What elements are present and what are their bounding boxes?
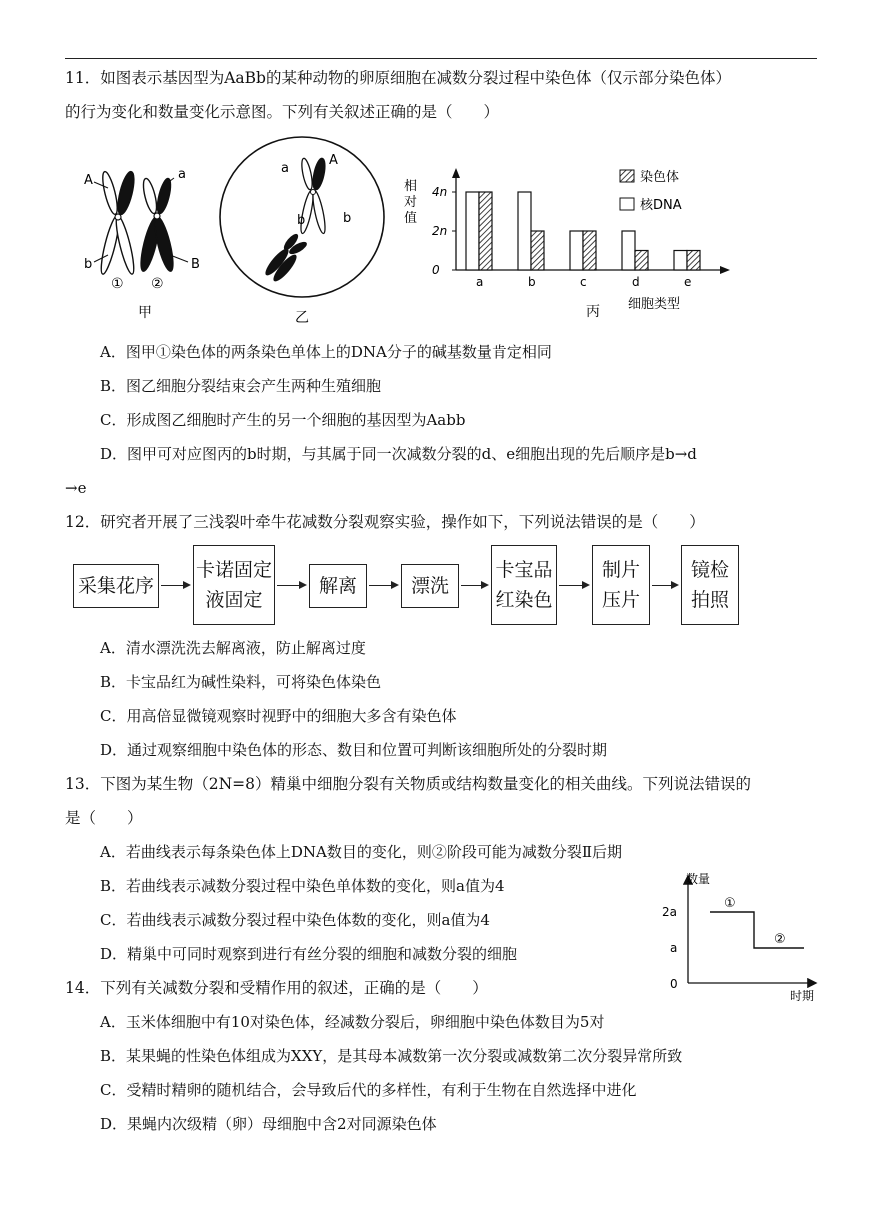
- flow-step-5-text: 卡宝品: [495, 559, 553, 581]
- bar-chrom-a: [479, 192, 492, 270]
- bar-chrom-b: [531, 231, 544, 270]
- legend-chrom-label: 染色体: [640, 170, 680, 185]
- flow-step-6: [592, 545, 650, 625]
- bing-ylabel-3: 值: [404, 211, 418, 226]
- bing-y-arrow: [452, 168, 460, 178]
- q11-option-c[interactable]: C．形成图乙细胞时产生的另一个细胞的基因型为Aabb: [100, 411, 466, 429]
- bar-dna-a: [466, 192, 479, 270]
- bing-category-label: e: [684, 275, 692, 289]
- q13-stem-line1: 13．下图为某生物（2N=8）精巢中细胞分裂有关物质或结构数量变化的相关曲线。下列说法错误的: [65, 775, 751, 793]
- q13-tick-2a: 2a: [662, 905, 677, 919]
- figure-yi-label: 乙: [295, 310, 309, 326]
- chromosome-2: [137, 177, 176, 272]
- bing-category-label: a: [476, 275, 484, 289]
- flow-step-4: [401, 564, 459, 608]
- flow-arrow: [559, 585, 588, 586]
- q14-option-d[interactable]: D．果蝇内次级精（卵）母细胞中含2对同源染色体: [100, 1115, 437, 1133]
- gene-B-label: B: [191, 257, 200, 272]
- q13-option-a[interactable]: A．若曲线表示每条染色体上DNA数目的变化，则②阶段可能为减数分裂Ⅱ后期: [100, 843, 623, 861]
- q13-tick-a: a: [670, 941, 678, 955]
- legend-chrom-swatch: [620, 170, 634, 182]
- chromosome-2-number: ②: [151, 276, 164, 292]
- flow-step-6-text: 制片: [601, 559, 640, 581]
- figure-yi: [215, 132, 390, 327]
- bing-xlabel: 细胞类型: [628, 297, 681, 312]
- figure-bing-chart: [398, 160, 738, 330]
- q11-stem-line2: 的行为变化和数量变化示意图。下列有关叙述正确的是（ ）: [65, 103, 500, 121]
- q13-curve: [710, 912, 804, 948]
- figure-bing-label: 丙: [586, 304, 600, 320]
- yi-gene-b2-label: b: [343, 211, 352, 226]
- flow-step-2-text: 液固定: [205, 589, 263, 611]
- gene-b-label: b: [84, 257, 93, 272]
- flow-step-2-text: 卡诺固定: [195, 559, 272, 581]
- q11-option-b[interactable]: B．图乙细胞分裂结束会产生两种生殖细胞: [100, 377, 382, 395]
- bing-category-label: c: [580, 275, 587, 289]
- bing-x-arrow: [720, 266, 730, 274]
- q12-option-d[interactable]: D．通过观察细胞中染色体的形态、数目和位置可判断该细胞所处的分裂时期: [100, 741, 608, 759]
- q11-option-a[interactable]: A．图甲①染色体的两条染色单体上的DNA分子的碱基数量肯定相同: [100, 343, 552, 361]
- flow-step-3-text: 解离: [318, 575, 357, 597]
- gene-A-label: A: [84, 173, 93, 188]
- q12-option-c[interactable]: C．用高倍显微镜观察时视野中的细胞大多含有染色体: [100, 707, 457, 725]
- flow-step-1: [73, 564, 159, 608]
- flow-step-4-text: 漂洗: [410, 575, 449, 597]
- q13-graph: [650, 865, 830, 1005]
- q13-xlabel: 时期: [790, 989, 815, 1003]
- bing-category-label: b: [528, 275, 536, 289]
- q13-stem-line2: 是（ ）: [65, 809, 143, 827]
- q12-option-b[interactable]: B．卡宝品红为碱性染料，可将染色体染色: [100, 673, 382, 691]
- bar-chrom-d: [635, 251, 648, 271]
- header-rule: [65, 58, 817, 59]
- q13-seg2-label: ②: [774, 932, 786, 947]
- bing-ylabel-1: 相: [404, 179, 418, 194]
- flow-step-5: [491, 545, 557, 625]
- flow-arrow: [277, 585, 305, 586]
- q13-option-d[interactable]: D．精巢中可同时观察到进行有丝分裂的细胞和减数分裂的细胞: [100, 945, 518, 963]
- q12-option-a[interactable]: A．清水漂洗洗去解离液，防止解离过度: [100, 639, 366, 657]
- gene-a-label: a: [178, 167, 186, 182]
- bing-y-tick-label: 2n: [432, 224, 448, 238]
- flow-arrow: [652, 585, 677, 586]
- q13-option-c[interactable]: C．若曲线表示减数分裂过程中染色体数的变化，则a值为4: [100, 911, 490, 929]
- q11-option-d[interactable]: D．图甲可对应图丙的b时期，与其属于同一次减数分裂的d、e细胞出现的先后顺序是b→d: [100, 445, 697, 463]
- bar-dna-c: [570, 231, 583, 270]
- bar-chrom-e: [687, 251, 700, 271]
- figure-jia-label: 甲: [138, 305, 152, 321]
- flow-step-7-text: 镜检: [690, 559, 729, 581]
- q14-option-c[interactable]: C．受精时精卵的随机结合，会导致后代的多样性，有利于生物在自然选择中进化: [100, 1081, 637, 1099]
- flow-step-5-text: 红染色: [495, 589, 553, 611]
- flow-step-6-text: 压片: [601, 589, 640, 611]
- bar-dna-e: [674, 251, 687, 271]
- q14-option-a[interactable]: A．玉米体细胞中有10对染色体，经减数分裂后，卵细胞中染色体数目为5对: [100, 1013, 605, 1031]
- flow-step-1-text: 采集花序: [77, 575, 154, 597]
- q13-ylabel: 数量: [686, 872, 711, 886]
- legend-dna-label: 核DNA: [640, 198, 682, 213]
- bing-ylabel-2: 对: [404, 195, 418, 210]
- bar-dna-d: [622, 231, 635, 270]
- legend-dna-swatch: [620, 198, 634, 210]
- q13-option-b[interactable]: B．若曲线表示减数分裂过程中染色单体数的变化，则a值为4: [100, 877, 505, 895]
- q13-tick-0: 0: [670, 977, 678, 991]
- q14-stem: 14．下列有关减数分裂和受精作用的叙述，正确的是（ ）: [65, 979, 488, 997]
- bar-chrom-c: [583, 231, 596, 270]
- q14-option-b[interactable]: B．某果蝇的性染色体组成为XXY，是其母本减数第一次分裂或减数第二次分裂异常所致: [100, 1047, 683, 1065]
- chromosome-1-number: ①: [111, 276, 124, 292]
- bing-category-label: d: [632, 275, 640, 289]
- bing-y-tick-label: 4n: [432, 185, 448, 199]
- figure-jia: [78, 160, 218, 325]
- flow-step-2: [193, 545, 275, 625]
- flow-arrow: [161, 585, 189, 586]
- q11-option-d-continued: →e: [65, 479, 87, 497]
- flow-step-3: [309, 564, 367, 608]
- q11-stem-line1: 11．如图表示基因型为AaBb的某种动物的卵原细胞在减数分裂过程中染色体（仅示部分染色体）: [65, 69, 731, 87]
- q12-stem: 12．研究者开展了三浅裂叶牵牛花减数分裂观察实验，操作如下，下列说法错误的是（ ）: [65, 513, 705, 531]
- flow-arrow: [369, 585, 397, 586]
- yi-gene-A-label: A: [329, 153, 338, 168]
- flow-step-7-text: 拍照: [690, 589, 729, 611]
- yi-gene-a-label: a: [281, 161, 289, 176]
- q13-seg1-label: ①: [724, 896, 736, 911]
- bing-y-tick-label: 0: [432, 263, 440, 277]
- yi-gene-b1-label: b: [297, 213, 306, 228]
- flow-step-7: [681, 545, 739, 625]
- bar-dna-b: [518, 192, 531, 270]
- flow-arrow: [461, 585, 487, 586]
